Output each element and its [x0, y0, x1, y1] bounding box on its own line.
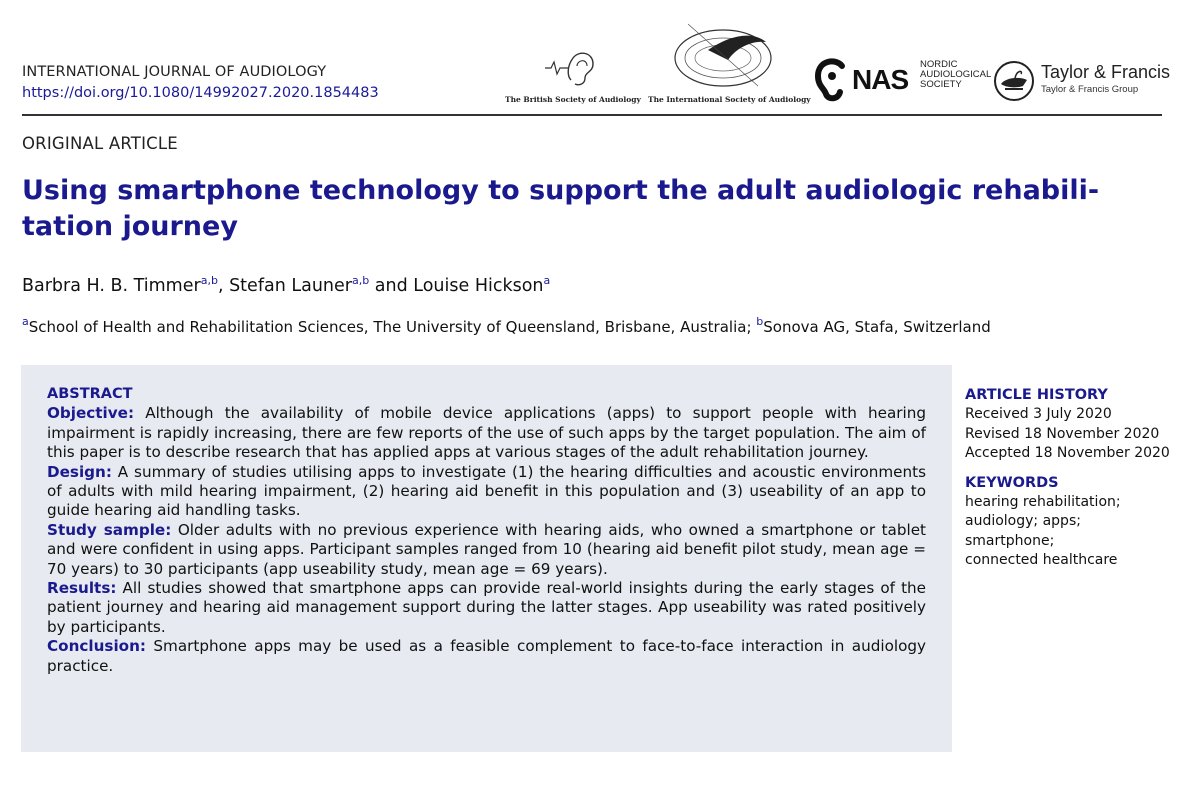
nas-text-line: SOCIETY: [920, 79, 962, 90]
keyword[interactable]: smartphone;: [965, 532, 1055, 549]
article-type: ORIGINAL ARTICLE: [22, 134, 178, 153]
history-entry: Accepted 18 November 2020: [965, 445, 1170, 462]
abstract-text: All studies showed that smartphone apps can provide real-world insights during the early stages of the patient journey and hearing aid management support during the latter stages. App useability was rated positively by participants.: [47, 579, 926, 636]
keywords-heading: KEYWORDS: [965, 474, 1059, 491]
abstract-section: [47, 521, 926, 579]
author-separator: and: [369, 276, 414, 296]
abstract-label: Objective:: [47, 404, 135, 423]
history-entry: Received 3 July 2020: [965, 406, 1112, 423]
author-separator: ,: [217, 276, 230, 296]
isa-caption: The International Society of Audiology: [648, 95, 811, 104]
author-name[interactable]: Stefan Launer: [229, 276, 352, 296]
nas-text: [920, 60, 991, 90]
abstract-heading: ABSTRACT: [47, 386, 133, 402]
nas-ear-icon: [812, 58, 852, 102]
affiliation-text: School of Health and Rehabilitation Sciences, The University of Queensland, Brisbane, Australia;: [28, 318, 757, 336]
header-rule: [22, 114, 1162, 116]
bsa-caption: The British Society of Audiology: [505, 95, 641, 104]
abstract-label: Conclusion:: [47, 637, 146, 656]
abstract-box: [21, 365, 952, 752]
author-affiliation-mark[interactable]: a,b: [351, 274, 370, 287]
tf-name: Taylor & Francis: [1041, 62, 1171, 82]
author-affiliation-mark[interactable]: a: [543, 274, 551, 287]
tf-logo: [993, 60, 1173, 106]
history-entry: Revised 18 November 2020: [965, 425, 1160, 442]
isa-logo: [648, 20, 811, 106]
lamp-icon: [993, 60, 1035, 102]
article-title: Using smartphone technology to support the adult audiologic rehabilitation journey: [22, 175, 1100, 242]
affiliation-mark: b: [756, 315, 764, 328]
keyword[interactable]: audiology; apps;: [965, 513, 1081, 530]
journal-name: INTERNATIONAL JOURNAL OF AUDIOLOGY: [22, 64, 327, 80]
abstract-text: Smartphone apps may be used as a feasible complement to face-to-face interaction in audiology practice.: [47, 637, 927, 675]
bsa-logo: [505, 46, 641, 106]
abstract-label: Design:: [47, 462, 112, 481]
author-affiliation-mark[interactable]: a,b: [200, 274, 218, 287]
abstract-section: [47, 463, 926, 521]
author-list: [22, 274, 550, 296]
affiliation-text: Sonova AG, Stafa, Switzerland: [763, 318, 991, 336]
abstract-label: Results:: [47, 579, 117, 598]
article-sidebar: [965, 386, 1185, 571]
tf-group: Taylor & Francis Group: [1041, 84, 1139, 95]
nas-text-line: AUDIOLOGICAL: [920, 69, 992, 80]
keywords-block: [965, 474, 1185, 571]
keyword[interactable]: hearing rehabilitation;: [965, 494, 1121, 511]
author-name[interactable]: Louise Hickson: [413, 276, 544, 296]
abstract-section: [47, 579, 926, 637]
nas-mark: NAS: [852, 64, 909, 95]
article-history-heading: ARTICLE HISTORY: [965, 387, 1108, 403]
abstract-label: Study sample:: [47, 520, 172, 539]
nas-logo: [812, 56, 992, 106]
abstract-body: [47, 385, 926, 676]
abstract-section: [47, 637, 926, 676]
doi-link[interactable]: https://doi.org/10.1080/14992027.2020.1854483: [22, 85, 379, 101]
abstract-text: Although the availability of mobile device applications (apps) to support people with hearing impairment is rapidly increasing, there are few reports of the use of such apps by the target population. The aim of this paper is to describe research that has applied apps at various stages of the adult rehabilitation journey.: [47, 404, 926, 462]
affiliation-mark: a: [22, 315, 29, 328]
nas-text-line: NORDIC: [920, 59, 958, 70]
author-name[interactable]: Barbra H. B. Timmer: [22, 276, 201, 296]
abstract-text: A summary of studies utilising apps to investigate (1) the hearing difficulties and acoustic environments of adults with mild hearing impairment, (2) hearing aid benefit in this population and (3) useability of an app to guide hearing aid handling tasks.: [47, 462, 927, 520]
keyword[interactable]: connected healthcare: [965, 552, 1118, 569]
abstract-section: [47, 404, 926, 462]
abstract-text: Older adults with no previous experience with hearing aids, who owned a smartphone or tablet and were confident in using apps. Participant samples ranged from 10 (hearing aid benefit pilot study, mean age = 70 years) to 30 participants (app useability study, mean age = 69 years).: [47, 520, 927, 578]
affiliations: [22, 315, 991, 336]
globe-sound-icon: [648, 20, 793, 94]
ear-icon: [505, 46, 635, 90]
